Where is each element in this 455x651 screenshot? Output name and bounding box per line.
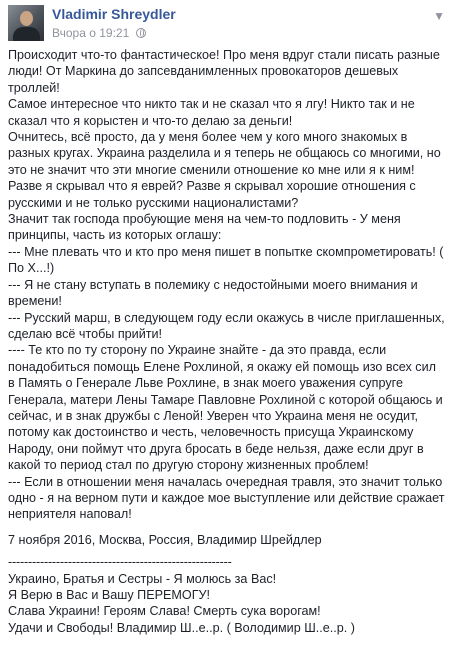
post-text-line: принципы, часть из которых оглашу: [8, 228, 222, 243]
post-text-line: Очнитесь, всё просто, да у меня более чем у кого много знакомых в [8, 130, 408, 145]
post-text-line: понадобиться помощь Елене Рохлиной, я окажу ей помощь изо всех сил [8, 359, 436, 374]
author-name[interactable]: Vladimir Shreydler [52, 6, 176, 22]
paragraph-gap [8, 523, 448, 532]
post-text-line: люди! От Маркина до запсевданимленных провокаторов дешевых [8, 64, 399, 79]
post-text-line: неприятеля наповал! [8, 507, 132, 522]
post-header [8, 5, 447, 45]
post-text-line: сейчас, и в знак дружбы с Леной! Уверен что Украина меня не осудит, [8, 408, 418, 423]
post-text-line: Разве я скрывал что я еврей? Разве я скрывал хорошие отношения с [8, 179, 416, 194]
avatar-head-shape [20, 11, 33, 26]
post-text-line: Народу, они поймут что друга бросать в беде нельзя, даже если друг в [8, 441, 424, 456]
avatar[interactable] [8, 5, 44, 41]
closing-line: Удачи и Свободы! Владимир Ш..е..р. ( Володимир Ш..е..р. ) [8, 620, 355, 635]
closing-line: Слава Украини! Героям Слава! Смерть сука ворогам! [8, 604, 321, 619]
post-text-line: одно - я на верном пути и каждое мое выступление или действие сражает [8, 490, 445, 505]
post-text-line: --- Я не стану вступать в полемику с недостойными моего внимания и [8, 277, 418, 292]
post-text-line: какой то период стал по другую сторону жизненных проблем! [8, 458, 369, 473]
globe-icon[interactable] [136, 28, 146, 38]
post-timestamp[interactable]: Вчора о 19:21 [52, 26, 130, 40]
post-text-line: троллей! [8, 80, 60, 95]
post-text-line: потому как достоинство и честь, человечность присуща Украинскому [8, 425, 414, 440]
post-text-line: в Память о Генерале Льве Рохлине, в знак моего уважения супруге [8, 376, 403, 391]
post-text-line: Генерала, матери Лены Тамаре Павловне Рохлиной с которой общаюсь и [8, 392, 443, 407]
post-text-line: Самое интересное что никто так и не сказал что я лгу! Никто так и не [8, 97, 415, 112]
post-text-line: По Х...!) [8, 261, 55, 276]
closing-line: Украино, Братья и Сестры - Я молюсь за Вас! [8, 571, 277, 586]
post-text-line: ---- Те кто по ту сторону по Украине знайте - да это правда, если [8, 343, 387, 358]
avatar-body-shape [13, 27, 40, 41]
post-text [8, 47, 448, 636]
chevron-down-icon[interactable]: ▼ [433, 9, 445, 23]
post-text-line: --- Если в отношении меня началась очередная травля, это значит только [8, 474, 443, 489]
post-text-line: Происходит что-то фантастическое! Про меня вдруг стали писать разные [8, 48, 440, 62]
separator-line: -------------------------------------------------------- [8, 555, 232, 570]
post-text-line: русскими и не только русскими националистами? [8, 195, 299, 210]
post-text-line: сказал что я корыстен и что-то делаю за деньги! [8, 113, 293, 128]
post-text-line: Значит так господа пробующие меня на чем-то подловить - У меня [8, 212, 401, 227]
post-text-line: --- Мне плевать что и кто про меня пишет в попытке скомпрометировать! ( [8, 244, 444, 259]
post-text-line: сделаю всё чтобы прийти! [8, 326, 163, 341]
closing-line: Я Верю в Вас и Вашу ПЕРЕМОГУ! [8, 588, 211, 602]
post-text-line: это не значит что эти многие сменили отношение ко мне или я к ним! [8, 162, 415, 177]
post-meta [52, 26, 146, 40]
post-signature: 7 ноября 2016, Москва, Россия, Владимир Шрейдлер [8, 532, 322, 547]
post-text-line: времени! [8, 294, 62, 309]
post-text-line: разных кругах. Украина разделила и я теперь не общаюсь со многими, но [8, 146, 441, 161]
post-text-line: --- Русский марш, в следующем году если окажусь в числе приглашенных, [8, 310, 445, 325]
